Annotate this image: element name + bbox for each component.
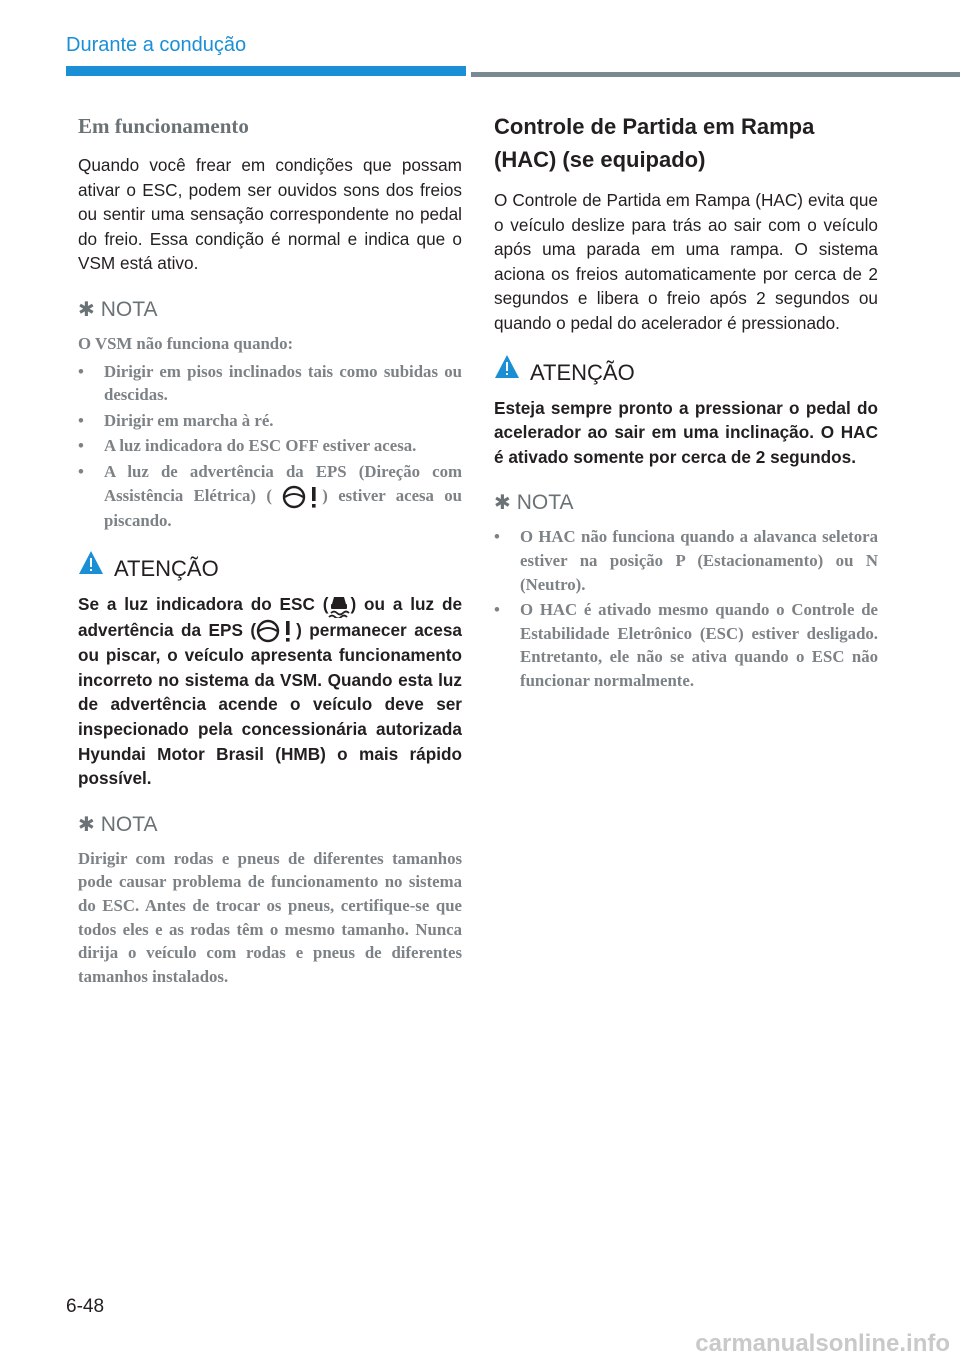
header-accent-bar bbox=[66, 66, 466, 76]
esc-indicator-icon bbox=[328, 594, 350, 618]
warning-title: ATENÇÃO bbox=[530, 359, 635, 385]
nota-list-1 bbox=[78, 360, 462, 533]
nota-heading-2 bbox=[78, 813, 462, 837]
warning-text-right: Esteja sempre pronto a pressionar o pedal do acelerador ao sair em uma inclinação. O HAC é ativado somente por cerca de 2 segundos. bbox=[494, 397, 878, 467]
page-number: 6-48 bbox=[66, 1296, 105, 1317]
right-column bbox=[494, 110, 878, 695]
warning-heading-right bbox=[494, 360, 878, 386]
subhead-hac: Controle de Partida em Rampa (HAC) (se equipado) bbox=[494, 114, 815, 172]
list-item: • A luz indicadora do ESC OFF estiver acesa. bbox=[78, 436, 417, 456]
nota-title: NOTA bbox=[100, 812, 158, 836]
warning-text-left: Se a luz indicadora do ESC ( ) ou a luz de advertência da EPS ( ) permanecer acesa ou piscar, o veículo apresenta funcionamento incorreto no sistema da VSM. Quando esta luz de advertência acende o veículo deve ser inspecionado pela concessionária autorizada Hyundai Motor Brasil (HMB) o mais rápido possível. bbox=[78, 594, 463, 789]
subhead-em-funcionamento: Em funcionamento bbox=[78, 114, 249, 138]
list-item: • A luz de advertência da EPS (Direção com Assistência Elétrica) ( ) estiver acesa ou piscando. bbox=[78, 461, 463, 530]
cross-icon: ✱ bbox=[78, 298, 95, 321]
eps-warning-icon bbox=[282, 485, 322, 509]
paragraph-hac: O Controle de Partida em Rampa (HAC) evita que o veículo deslize para trás ao sair com o veículo após uma parada em uma rampa. O sistema aciona os freios automaticamente por cerca de 2 segundos e libera o freio após 2 segundos ou quando o pedal do acelerador é pressionado. bbox=[494, 190, 878, 333]
nota-list-3 bbox=[494, 525, 878, 692]
eps-warning-icon bbox=[256, 619, 296, 643]
warning-triangle-icon bbox=[494, 354, 520, 380]
cross-icon: ✱ bbox=[78, 813, 95, 836]
nota-heading-3 bbox=[494, 491, 878, 515]
watermark: carmanualsonline.info bbox=[695, 1330, 950, 1357]
list-item: • O HAC não funciona quando a alavanca seletora estiver na posição P (Estacionamento) ou N (Neutro). bbox=[494, 527, 878, 594]
nota-heading-1 bbox=[78, 298, 462, 322]
warning-heading-left bbox=[78, 556, 462, 582]
list-item: • Dirigir em marcha à ré. bbox=[78, 410, 274, 430]
list-item: • Dirigir em pisos inclinados tais como subidas ou descidas. bbox=[78, 361, 462, 405]
warning-triangle-icon bbox=[78, 550, 104, 576]
nota-intro: O VSM não funciona quando: bbox=[78, 333, 294, 353]
nota-title: NOTA bbox=[100, 297, 158, 321]
cross-icon: ✱ bbox=[494, 492, 511, 515]
left-column bbox=[78, 110, 462, 988]
section-title: Durante a condução bbox=[66, 34, 247, 56]
warning-title: ATENÇÃO bbox=[114, 556, 219, 582]
paragraph-esc: Quando você frear em condições que possam ativar o ESC, podem ser ouvidos sons dos freios ou sentir uma sensação correspondente no pedal do freio. Essa condição é normal e indica que o VSM está ativo. bbox=[78, 155, 462, 274]
list-item: • O HAC é ativado mesmo quando o Controle de Estabilidade Eletrônico (ESC) estiver desligado. Entretanto, ele não se ativa quando o ESC não funcionar normalmente. bbox=[494, 600, 878, 690]
nota-title: NOTA bbox=[516, 491, 574, 515]
nota-text-2: Dirigir com rodas e pneus de diferentes tamanhos pode causar problema de funcionamento no sistema do ESC. Antes de trocar os pneus, certifique-se que todos eles e as rodas têm o mesmo tamanho. Nunca dirija o veículo com rodas e pneus de diferentes tamanhos instalados. bbox=[78, 848, 462, 986]
header-rule bbox=[471, 72, 960, 77]
